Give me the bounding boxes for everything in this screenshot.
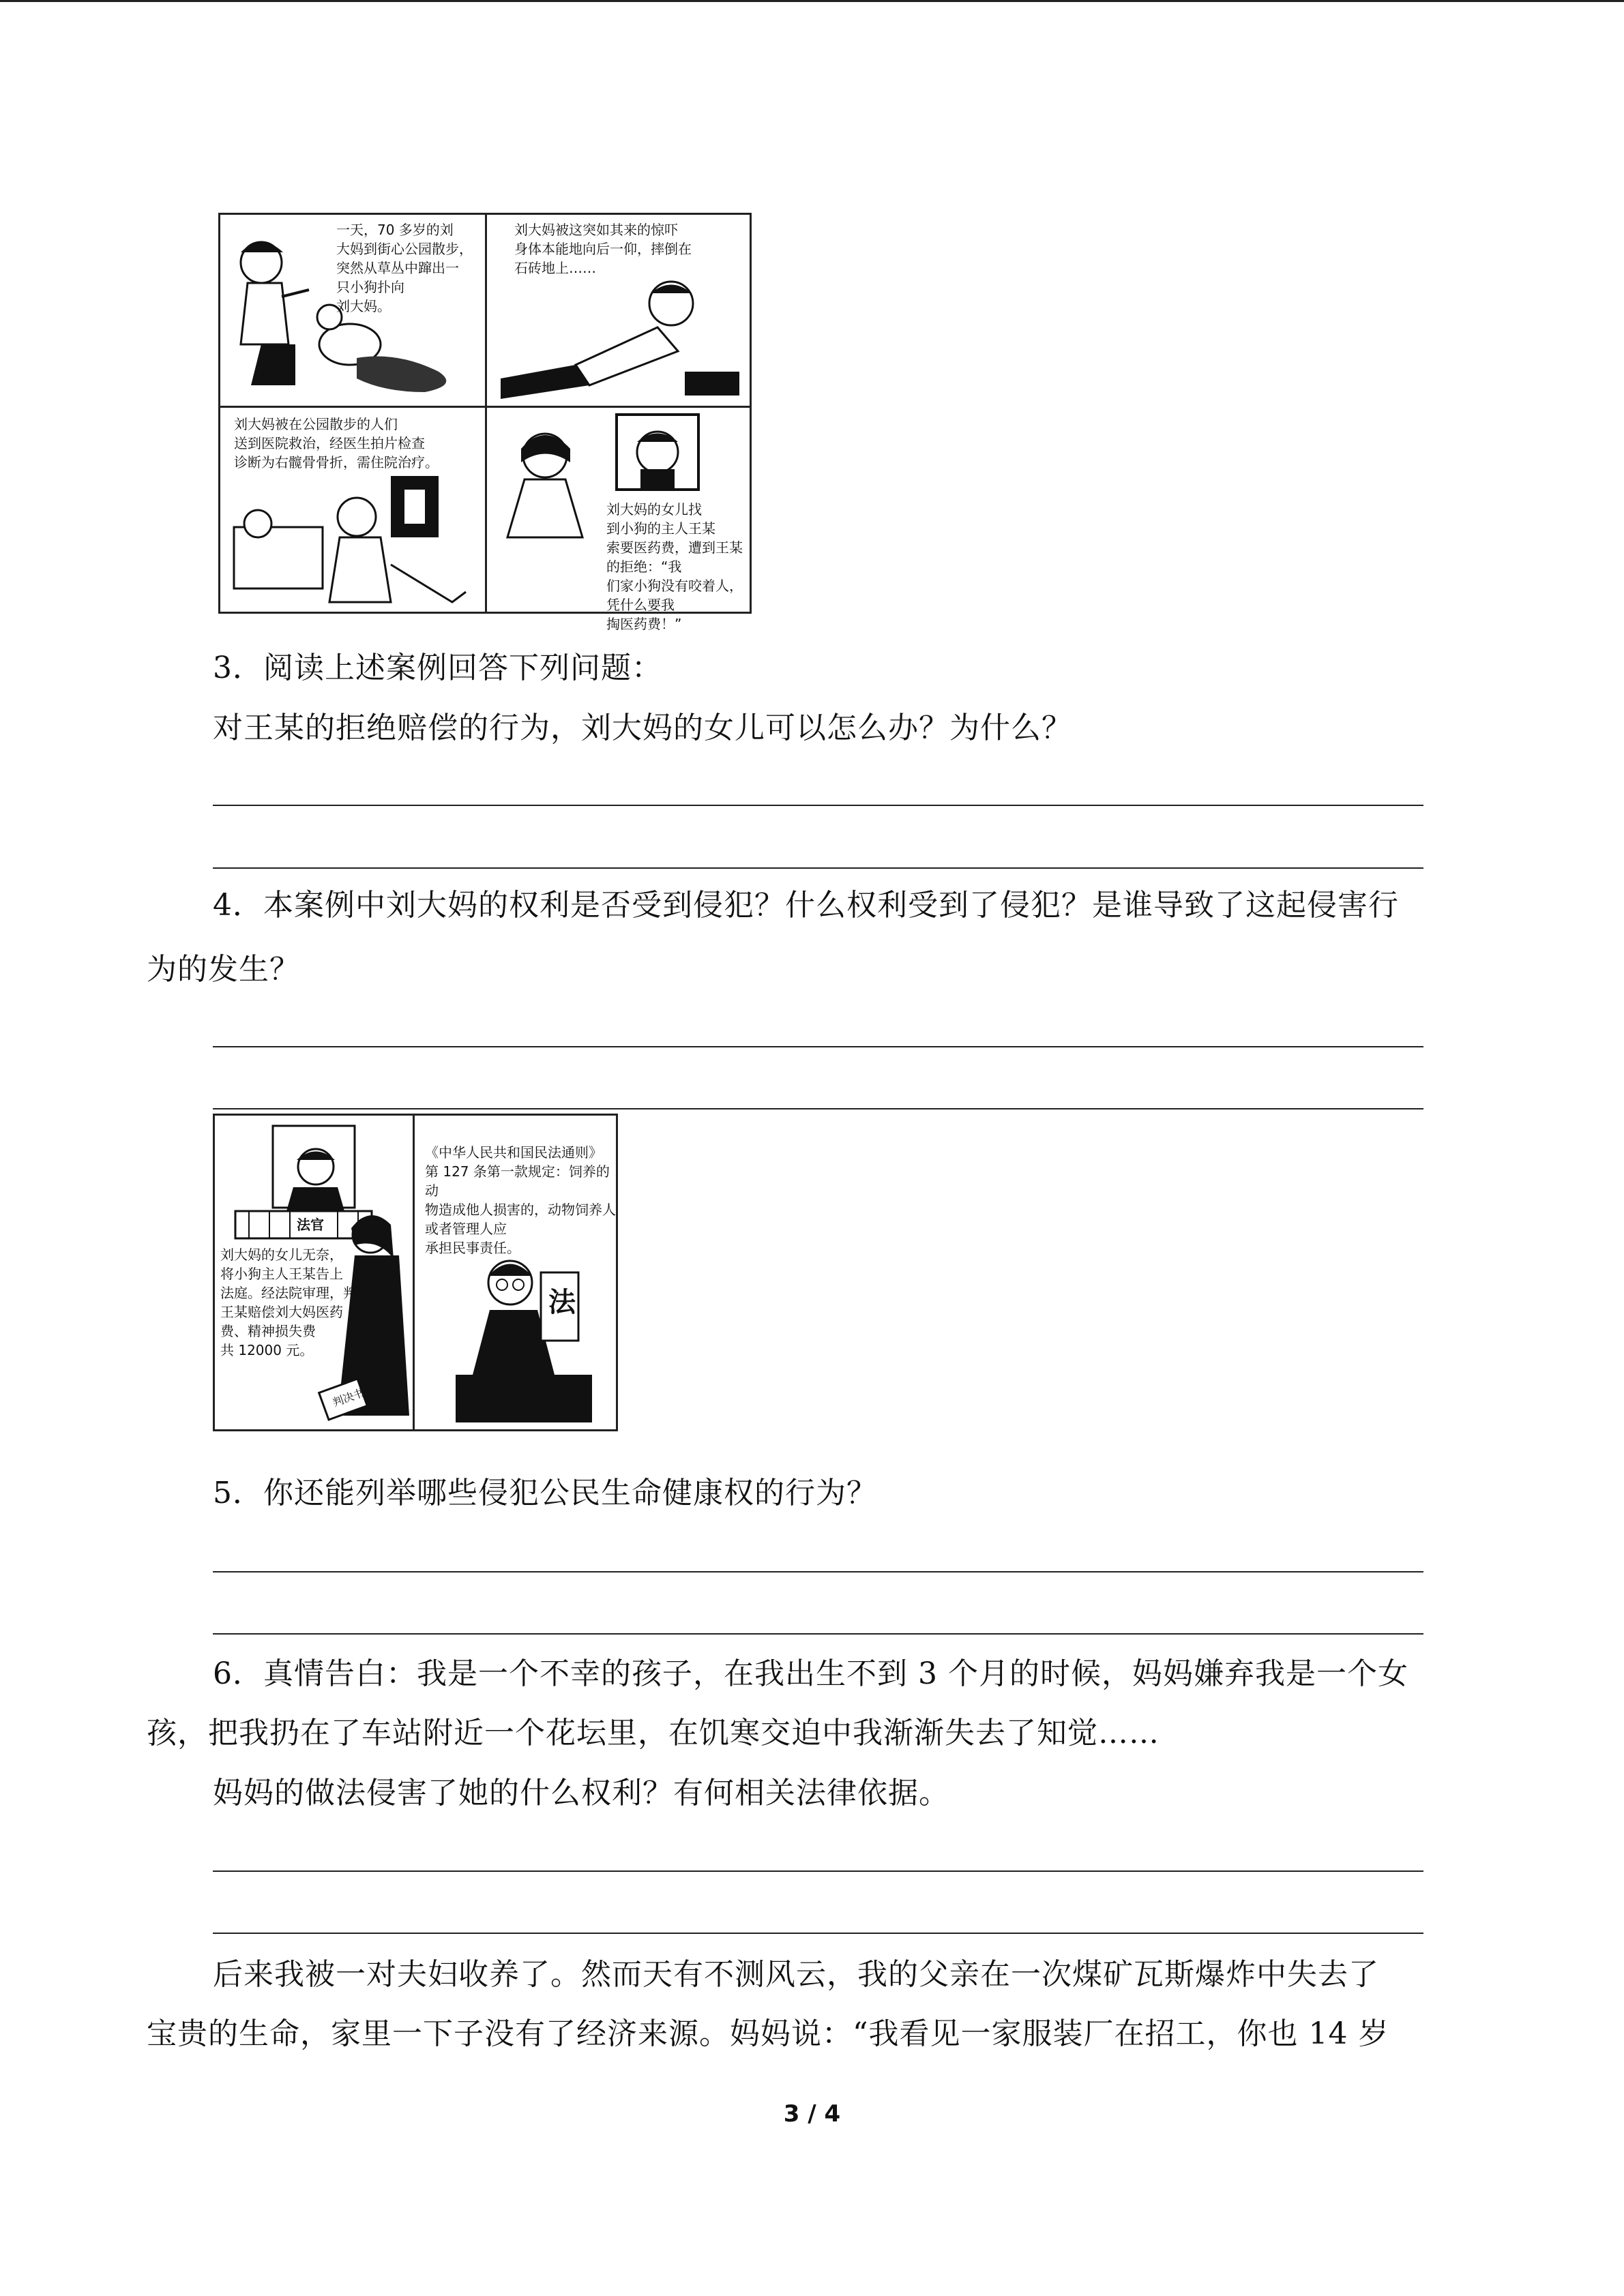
q4-answer-line-2[interactable] (213, 1108, 1423, 1109)
panel-3-caption: 刘大妈被在公园散步的人们 送到医院救治，经医生拍片检查 诊断为右髋骨骨折，需住院治疗。 (234, 416, 439, 471)
comic-panel-4 (487, 408, 750, 632)
q3-question: 对王某的拒绝赔偿的行为，刘大妈的女儿可以怎么办？为什么？ (213, 711, 1072, 745)
continuation-line-2: 宝贵的生命，家里一下子没有了经济来源。妈妈说：“我看见一家服装厂在招工，你也 14 岁 (147, 2016, 1389, 2051)
q3-heading: 3．阅读上述案例回答下列问题： (213, 651, 662, 685)
q5-question: 5．你还能列举哪些侵犯公民生命健康权的行为？ (213, 1476, 877, 1510)
q5-answer-line-2[interactable] (213, 1633, 1423, 1635)
page-number: 3 / 4 (783, 2100, 841, 2128)
comic2-left-panel (215, 1116, 413, 1429)
comic-panel-3 (220, 408, 485, 612)
comic2-left-caption: 刘大妈的女儿无奈， 将小狗主人王某告上 法庭。经法院审理，判 王某赔偿刘大妈医药 费、精神损失费 共 12000 元。 (220, 1247, 357, 1358)
comic2-right-caption: 《中华人民共和国民法通则》 第 127 条第一款规定：饲养的动 物造成他人损害的，动物饲养人 或者管理人应 承担民事责任。 (425, 1144, 616, 1256)
q6-question: 妈妈的做法侵害了她的什么权利？有何相关法律依据。 (213, 1776, 949, 1810)
comic2-paper-label: 判决书 (331, 1386, 366, 1410)
q4-answer-line-1[interactable] (213, 1046, 1423, 1047)
comic2-right-panel (415, 1116, 616, 1429)
q4-question-line-2: 为的发生？ (147, 952, 300, 987)
q6-answer-line-1[interactable] (213, 1870, 1423, 1872)
q5-answer-line-1[interactable] (213, 1571, 1423, 1572)
panel-2-caption: 刘大妈被这突如其来的惊吓 身体本能地向后一仰，摔倒在 石砖地上…… (514, 222, 692, 276)
q3-answer-line-1[interactable] (213, 805, 1423, 806)
panel-1-caption: 一天，70 多岁的刘 大妈到街心公园散步， 突然从草丛中蹿出一 只小狗扑向 刘大妈。 (336, 222, 473, 314)
q6-story-line-1: 6．真情告白：我是一个不幸的孩子，在我出生不到 3 个月的时候，妈妈嫌弃我是一个女 (213, 1656, 1408, 1691)
panel-4-caption: 刘大妈的女儿找 到小狗的主人王某 索要医药费，遭到王某的拒绝：“我 们家小狗没有咬着人，凭什么要我 掏医药费！” (606, 501, 743, 632)
comic2-book-label: 法 (548, 1287, 576, 1318)
panel-3-illustration (220, 408, 485, 612)
comic2-right-illustration (415, 1116, 616, 1429)
comic2-court-sign: 法官 (297, 1217, 324, 1233)
comic-strip-dog-incident (218, 213, 752, 632)
q4-question-line-1: 4．本案例中刘大妈的权利是否受到侵犯？什么权利受到了侵犯？是谁导致了这起侵害行 (213, 888, 1399, 923)
top-border (0, 0, 1624, 2)
continuation-line-1: 后来我被一对夫妇收养了。然而天有不测风云，我的父亲在一次煤矿瓦斯爆炸中失去了 (213, 1957, 1379, 1992)
comic-panel-1 (220, 215, 485, 406)
q6-answer-line-2[interactable] (213, 1933, 1423, 1934)
q3-answer-line-2[interactable] (213, 867, 1423, 869)
comic-strip-court-ruling (213, 1114, 618, 1431)
q6-story-line-2: 孩，把我扔在了车站附近一个花坛里，在饥寒交迫中我渐渐失去了知觉…… (147, 1716, 1160, 1750)
comic-panel-2 (487, 215, 750, 406)
